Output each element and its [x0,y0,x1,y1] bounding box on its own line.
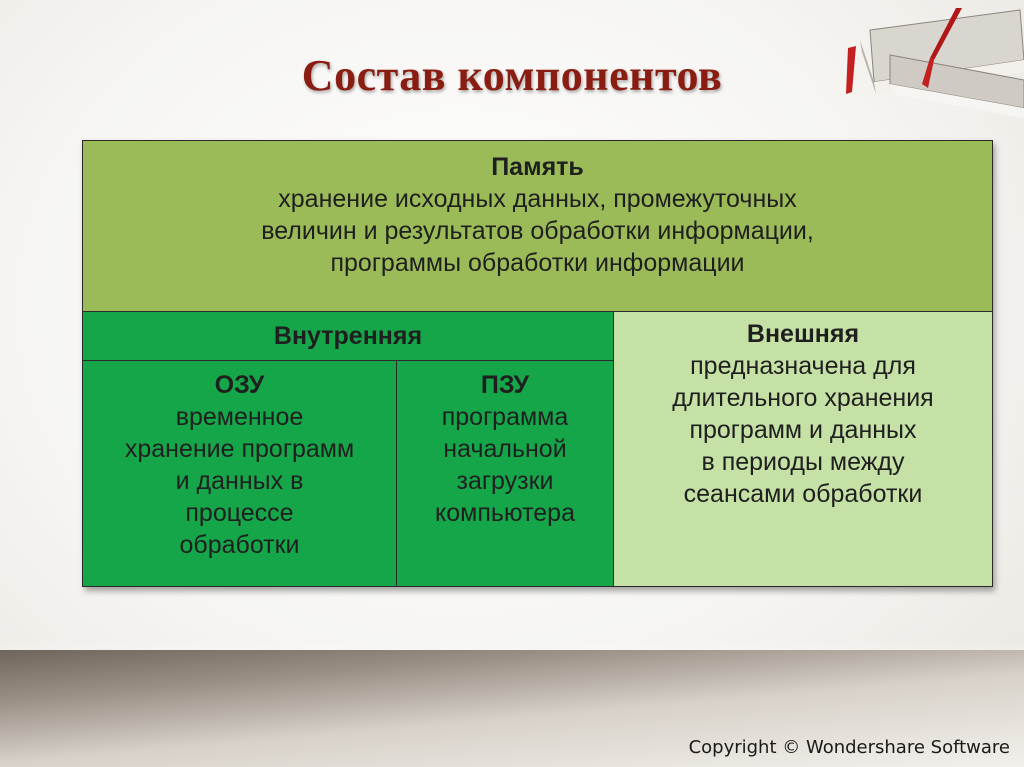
external-memory-heading: Внешняя [746,320,860,348]
external-memory-line: сеансами обработки [683,480,923,508]
memory-heading: Память [491,153,584,181]
external-memory-cell [614,312,993,587]
slide-title: Состав компонентов [301,51,723,100]
ram-line: обработки [179,531,300,559]
external-memory-line: программ и данных [689,416,917,444]
external-memory-line: длительного хранения [672,384,934,412]
rom-line: компьютера [435,499,575,527]
rom-cell [397,361,614,587]
external-memory-line: в периоды между [701,448,905,476]
ram-line: хранение программ [124,435,355,463]
internal-memory-cell [83,312,614,361]
memory-line: величин и результатов обработки информации, [261,217,814,245]
rom-line: начальной [443,435,567,463]
ram-line: временное [175,403,304,431]
internal-memory-heading: Внутренняя [273,322,423,350]
memory-components-table [82,140,992,587]
ram-heading: ОЗУ [214,371,265,399]
external-memory-line: предназначена для [690,352,916,380]
rom-heading: ПЗУ [480,371,530,399]
copyright-footer: Copyright © Wondershare Software [688,737,1010,758]
memory-line: хранение исходных данных, промежуточных [278,185,797,213]
rom-line: загрузки [456,467,554,495]
rom-line: программа [441,403,569,431]
ram-line: и данных в [175,467,304,495]
ram-line: процессе [185,499,294,527]
memory-line: программы обработки информации [330,249,745,277]
ram-cell [83,361,397,587]
memory-cell [83,141,993,312]
